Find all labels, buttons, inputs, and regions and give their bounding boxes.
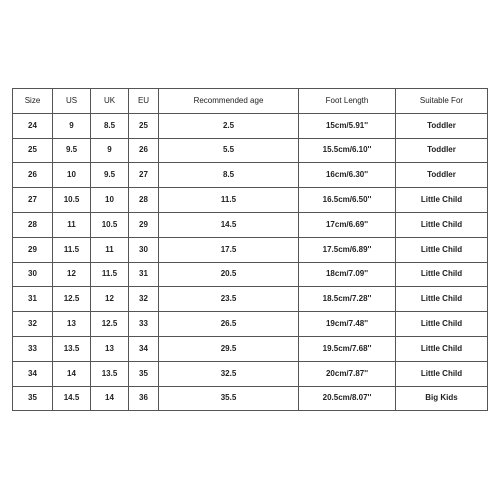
table-row	[13, 336, 488, 361]
cell-suitable-for: Little Child	[396, 336, 488, 361]
cell-recommended-age: 17.5	[159, 237, 299, 262]
cell-suitable-for: Little Child	[396, 287, 488, 312]
cell-eu: 26	[129, 138, 159, 163]
cell-eu: 25	[129, 113, 159, 138]
header-recommended-age: Recommended age	[159, 89, 299, 114]
cell-us: 11	[53, 212, 91, 237]
table-body	[13, 113, 488, 411]
cell-suitable-for: Toddler	[396, 138, 488, 163]
cell-uk: 10.5	[91, 212, 129, 237]
cell-recommended-age: 14.5	[159, 212, 299, 237]
cell-recommended-age: 32.5	[159, 361, 299, 386]
cell-us: 9	[53, 113, 91, 138]
cell-suitable-for: Little Child	[396, 262, 488, 287]
cell-us: 12	[53, 262, 91, 287]
cell-size: 24	[13, 113, 53, 138]
cell-foot-length: 20cm/7.87''	[299, 361, 396, 386]
cell-eu: 31	[129, 262, 159, 287]
cell-recommended-age: 11.5	[159, 188, 299, 213]
cell-recommended-age: 5.5	[159, 138, 299, 163]
cell-suitable-for: Little Child	[396, 188, 488, 213]
cell-suitable-for: Little Child	[396, 361, 488, 386]
cell-size: 28	[13, 212, 53, 237]
cell-foot-length: 16cm/6.30''	[299, 163, 396, 188]
header-foot-length: Foot Length	[299, 89, 396, 114]
cell-recommended-age: 35.5	[159, 386, 299, 411]
cell-suitable-for: Little Child	[396, 312, 488, 337]
cell-uk: 12	[91, 287, 129, 312]
cell-suitable-for: Toddler	[396, 113, 488, 138]
cell-us: 11.5	[53, 237, 91, 262]
cell-uk: 14	[91, 386, 129, 411]
table-row	[13, 113, 488, 138]
table-row	[13, 237, 488, 262]
cell-foot-length: 18.5cm/7.28''	[299, 287, 396, 312]
cell-eu: 34	[129, 336, 159, 361]
header-row	[13, 89, 488, 114]
cell-uk: 13	[91, 336, 129, 361]
cell-uk: 11	[91, 237, 129, 262]
header-suitable-for: Suitable For	[396, 89, 488, 114]
cell-eu: 36	[129, 386, 159, 411]
header-size: Size	[13, 89, 53, 114]
cell-uk: 12.5	[91, 312, 129, 337]
cell-size: 27	[13, 188, 53, 213]
cell-size: 25	[13, 138, 53, 163]
cell-foot-length: 15cm/5.91''	[299, 113, 396, 138]
cell-foot-length: 20.5cm/8.07''	[299, 386, 396, 411]
cell-size: 33	[13, 336, 53, 361]
cell-eu: 29	[129, 212, 159, 237]
size-chart-table	[12, 88, 488, 411]
cell-us: 10.5	[53, 188, 91, 213]
cell-suitable-for: Toddler	[396, 163, 488, 188]
cell-size: 32	[13, 312, 53, 337]
cell-uk: 9	[91, 138, 129, 163]
table-row	[13, 212, 488, 237]
cell-recommended-age: 20.5	[159, 262, 299, 287]
cell-us: 13.5	[53, 336, 91, 361]
table-header	[13, 89, 488, 114]
cell-foot-length: 19cm/7.48''	[299, 312, 396, 337]
cell-eu: 28	[129, 188, 159, 213]
cell-recommended-age: 26.5	[159, 312, 299, 337]
table-row	[13, 386, 488, 411]
table-row	[13, 287, 488, 312]
cell-size: 34	[13, 361, 53, 386]
table-row	[13, 262, 488, 287]
cell-us: 12.5	[53, 287, 91, 312]
cell-eu: 33	[129, 312, 159, 337]
cell-recommended-age: 23.5	[159, 287, 299, 312]
cell-us: 10	[53, 163, 91, 188]
cell-eu: 32	[129, 287, 159, 312]
cell-size: 35	[13, 386, 53, 411]
table-row	[13, 138, 488, 163]
cell-uk: 10	[91, 188, 129, 213]
cell-foot-length: 19.5cm/7.68''	[299, 336, 396, 361]
cell-uk: 9.5	[91, 163, 129, 188]
cell-eu: 27	[129, 163, 159, 188]
table-row	[13, 188, 488, 213]
cell-size: 30	[13, 262, 53, 287]
cell-suitable-for: Little Child	[396, 237, 488, 262]
cell-foot-length: 16.5cm/6.50''	[299, 188, 396, 213]
cell-eu: 35	[129, 361, 159, 386]
cell-us: 13	[53, 312, 91, 337]
cell-foot-length: 18cm/7.09''	[299, 262, 396, 287]
cell-uk: 13.5	[91, 361, 129, 386]
cell-uk: 11.5	[91, 262, 129, 287]
cell-eu: 30	[129, 237, 159, 262]
cell-suitable-for: Little Child	[396, 212, 488, 237]
table-row	[13, 361, 488, 386]
header-eu: EU	[129, 89, 159, 114]
cell-foot-length: 15.5cm/6.10''	[299, 138, 396, 163]
cell-size: 26	[13, 163, 53, 188]
cell-size: 29	[13, 237, 53, 262]
cell-suitable-for: Big Kids	[396, 386, 488, 411]
cell-us: 14	[53, 361, 91, 386]
header-us: US	[53, 89, 91, 114]
cell-us: 9.5	[53, 138, 91, 163]
cell-uk: 8.5	[91, 113, 129, 138]
cell-recommended-age: 2.5	[159, 113, 299, 138]
cell-recommended-age: 29.5	[159, 336, 299, 361]
cell-foot-length: 17.5cm/6.89''	[299, 237, 396, 262]
cell-us: 14.5	[53, 386, 91, 411]
table-row	[13, 312, 488, 337]
cell-recommended-age: 8.5	[159, 163, 299, 188]
cell-foot-length: 17cm/6.69''	[299, 212, 396, 237]
cell-size: 31	[13, 287, 53, 312]
table-row	[13, 163, 488, 188]
header-uk: UK	[91, 89, 129, 114]
